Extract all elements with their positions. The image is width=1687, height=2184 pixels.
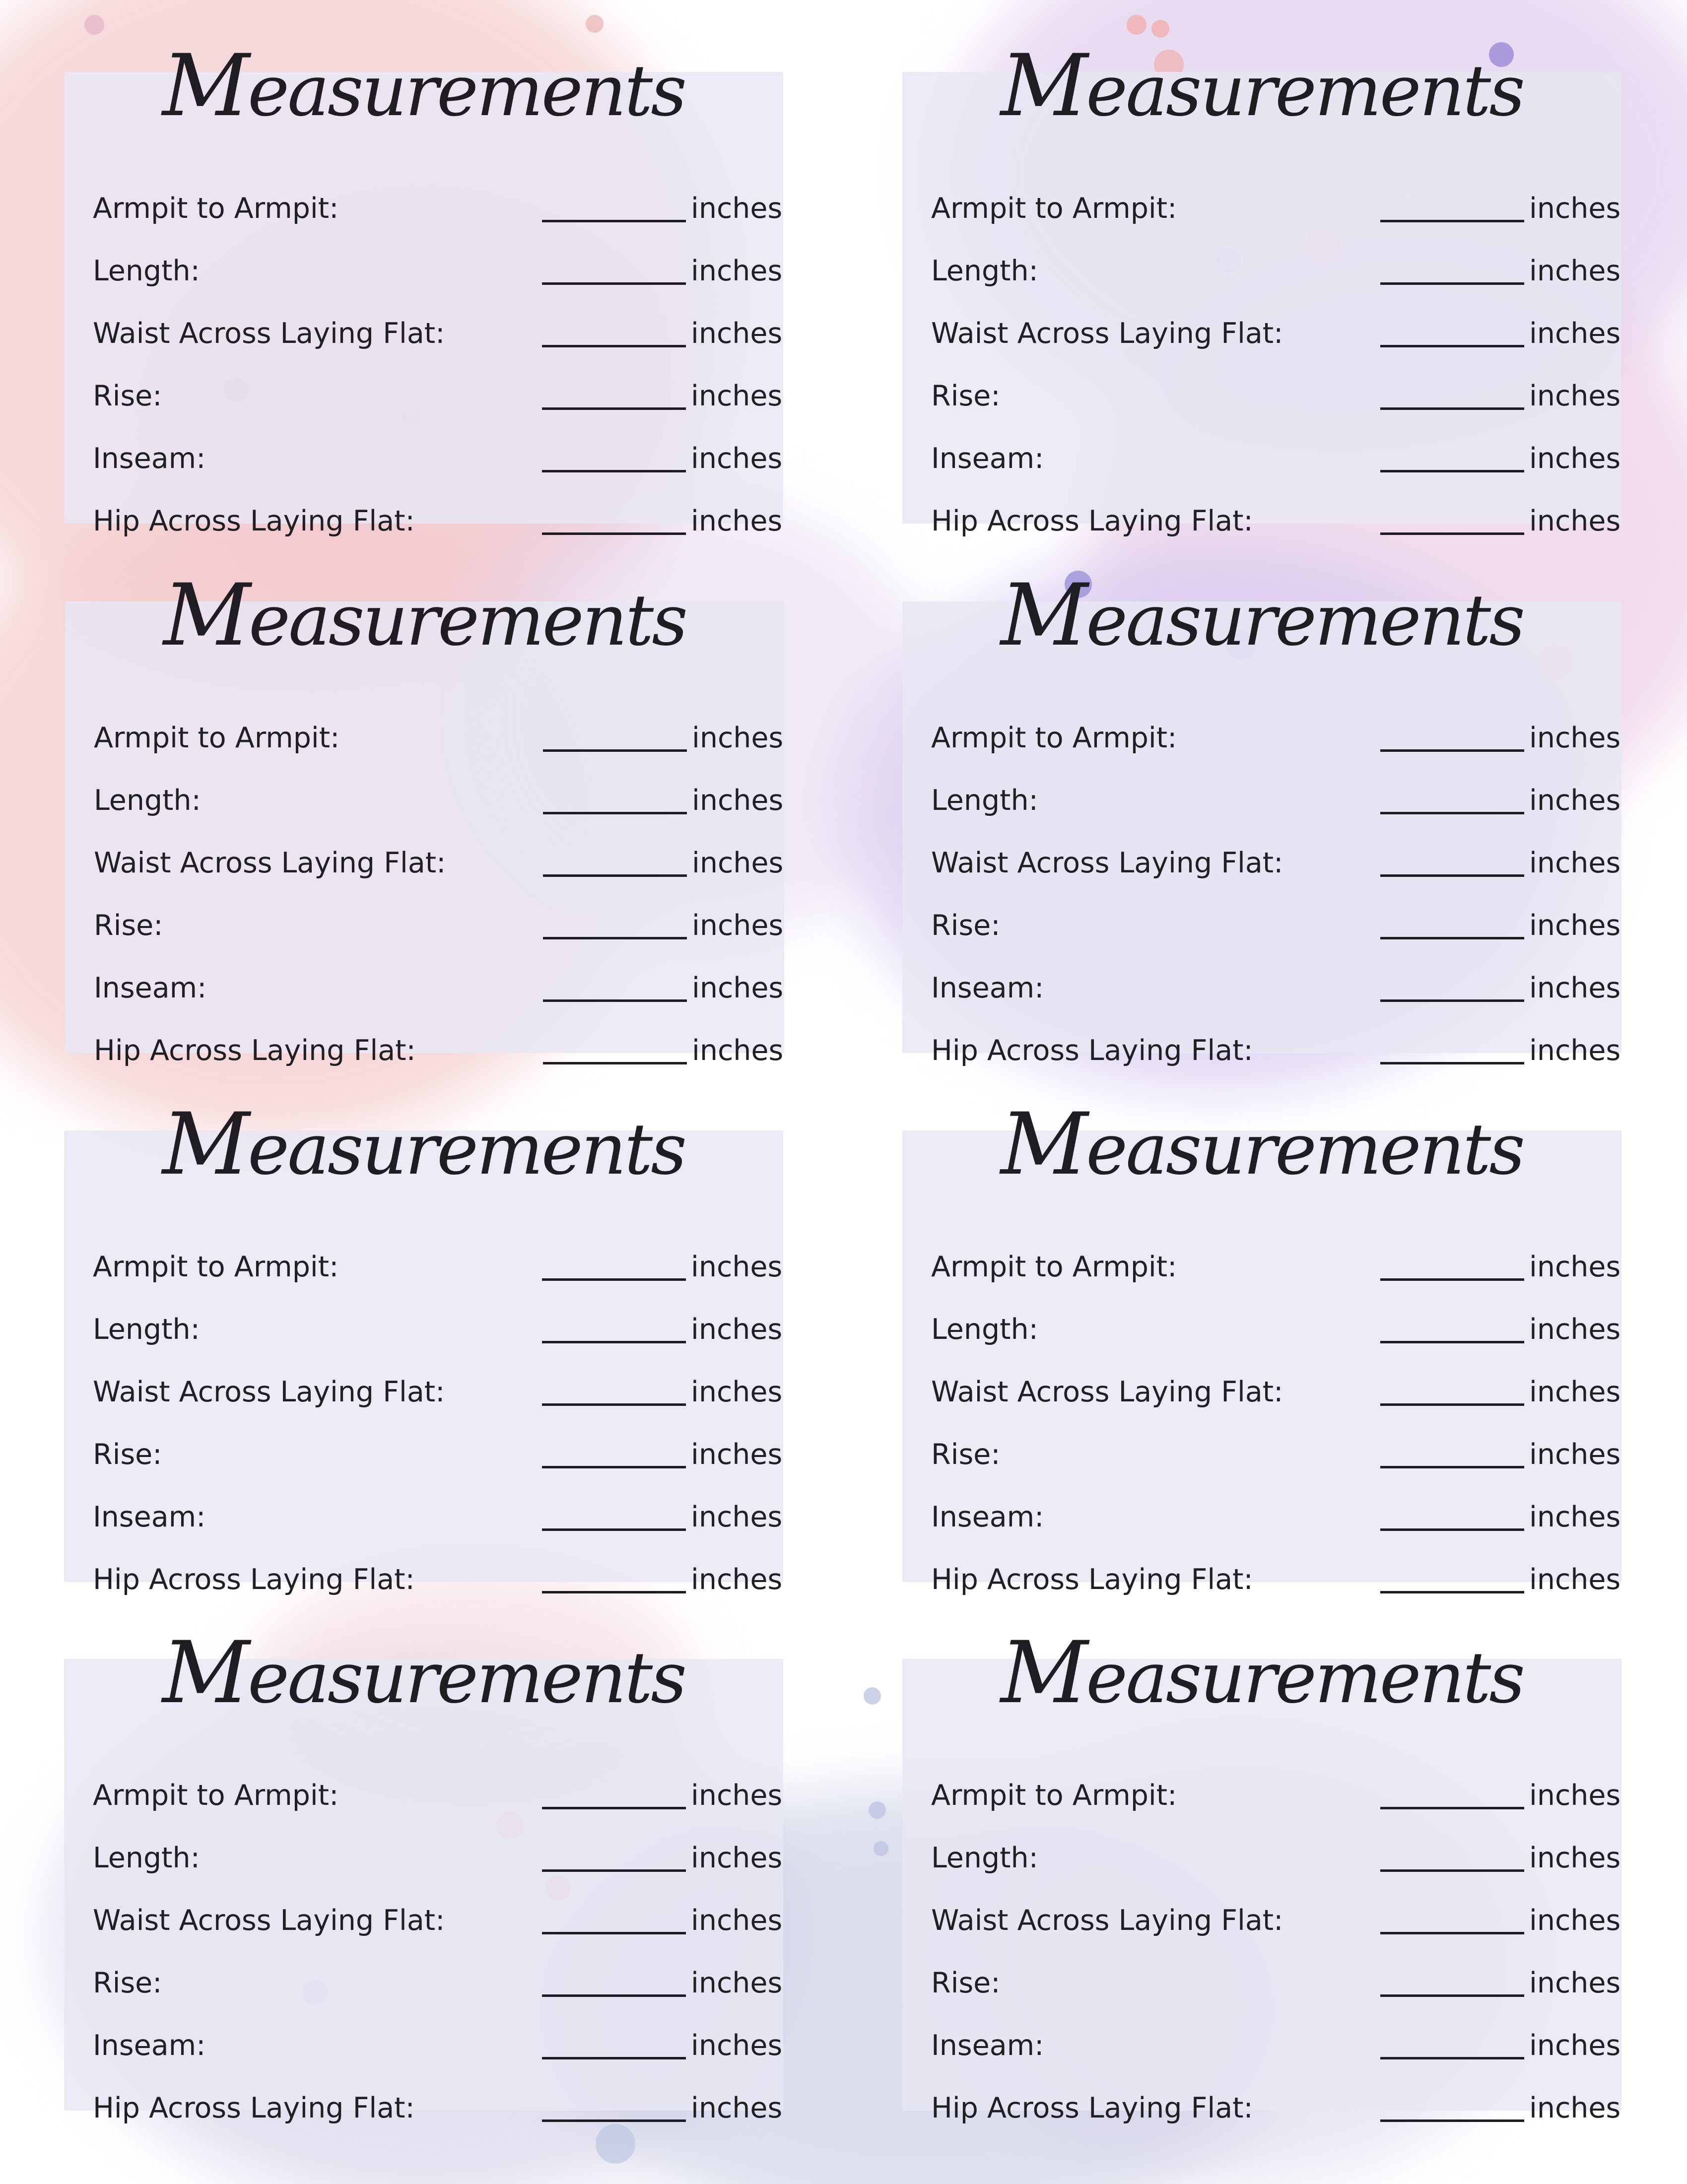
measurement-card-5 — [64, 1094, 783, 1596]
blank-line[interactable] — [542, 220, 686, 222]
row-label: Inseam: — [931, 1501, 1044, 1533]
unit-label: inches — [1529, 2029, 1621, 2062]
unit-label: inches — [691, 1842, 783, 1874]
row-hip — [93, 2081, 783, 2135]
unit-label: inches — [691, 2092, 783, 2124]
row-waist — [931, 836, 1621, 890]
unit-label: inches — [1529, 1251, 1621, 1283]
row-label: Armpit to Armpit: — [931, 192, 1177, 225]
unit-label: inches — [1529, 1034, 1621, 1067]
row-rise — [93, 1427, 783, 1482]
row-label: Length: — [931, 1313, 1038, 1346]
row-label: Rise: — [93, 1967, 162, 1999]
unit-label: inches — [692, 784, 784, 817]
unit-label: inches — [1529, 1967, 1621, 1999]
row-waist — [94, 836, 784, 890]
blank-line[interactable] — [542, 282, 686, 285]
row-label: Hip Across Laying Flat: — [931, 2092, 1253, 2124]
row-label: Rise: — [931, 380, 1001, 412]
card-title: Measurements — [1000, 36, 1524, 135]
row-label: Length: — [931, 784, 1038, 817]
row-hip — [931, 1023, 1621, 1078]
row-waist — [93, 1365, 783, 1419]
row-length — [93, 1302, 783, 1357]
unit-label: inches — [691, 1501, 783, 1533]
blank-line[interactable] — [1380, 937, 1524, 939]
measurement-card-1 — [64, 36, 783, 537]
blank-line[interactable] — [542, 345, 686, 347]
row-waist — [931, 1365, 1621, 1419]
row-label: Waist Across Laying Flat: — [93, 1376, 445, 1408]
row-label: Rise: — [94, 909, 163, 942]
blank-line[interactable] — [1380, 812, 1524, 814]
unit-label: inches — [1529, 380, 1621, 412]
row-armpit-to-armpit — [93, 1240, 783, 1294]
blank-line[interactable] — [542, 532, 686, 535]
row-armpit-to-armpit — [931, 181, 1621, 236]
row-hip — [931, 2081, 1621, 2135]
blank-line[interactable] — [1380, 1062, 1524, 1064]
row-label: Length: — [931, 255, 1038, 287]
unit-label: inches — [1529, 1842, 1621, 1874]
unit-label: inches — [1529, 1563, 1621, 1596]
row-label: Armpit to Armpit: — [93, 192, 339, 225]
unit-label: inches — [692, 722, 784, 754]
blank-line[interactable] — [1380, 1278, 1524, 1281]
unit-label: inches — [1529, 722, 1621, 754]
blank-line[interactable] — [1380, 1932, 1524, 1934]
unit-label: inches — [1529, 317, 1621, 350]
unit-label: inches — [1529, 1313, 1621, 1346]
blank-line[interactable] — [542, 1528, 686, 1531]
row-label: Inseam: — [94, 972, 207, 1004]
row-label: Inseam: — [93, 2029, 206, 2062]
row-label: Waist Across Laying Flat: — [931, 847, 1283, 879]
blank-line[interactable] — [542, 1932, 686, 1934]
row-label: Length: — [93, 1842, 200, 1874]
row-label: Armpit to Armpit: — [94, 722, 340, 754]
row-armpit-to-armpit — [93, 181, 783, 236]
row-armpit-to-armpit — [931, 711, 1621, 765]
row-hip — [931, 1552, 1621, 1607]
row-inseam — [931, 431, 1621, 486]
blank-line[interactable] — [543, 937, 687, 939]
unit-label: inches — [691, 380, 783, 412]
card-title: Measurements — [1000, 565, 1524, 665]
row-label: Rise: — [931, 1438, 1001, 1471]
row-length — [93, 1831, 783, 1885]
row-label: Length: — [94, 784, 201, 817]
row-label: Hip Across Laying Flat: — [93, 1563, 415, 1596]
blank-line[interactable] — [542, 1591, 686, 1593]
row-label: Waist Across Laying Flat: — [931, 1376, 1283, 1408]
card-title: Measurements — [162, 1623, 685, 1722]
unit-label: inches — [1529, 1438, 1621, 1471]
measurement-card-6 — [902, 1094, 1621, 1596]
row-label: Armpit to Armpit: — [93, 1251, 339, 1283]
row-label: Inseam: — [931, 972, 1044, 1004]
card-title: Measurements — [1000, 1623, 1524, 1722]
row-waist — [93, 1893, 783, 1948]
row-label: Armpit to Armpit: — [93, 1779, 339, 1812]
unit-label: inches — [1529, 1904, 1621, 1937]
row-rise — [93, 1956, 783, 2010]
card-title: Measurements — [162, 36, 685, 135]
unit-label: inches — [692, 1034, 784, 1067]
row-inseam — [93, 2018, 783, 2073]
row-label: Armpit to Armpit: — [931, 1779, 1177, 1812]
row-hip — [94, 1023, 784, 1078]
row-label: Armpit to Armpit: — [931, 1251, 1177, 1283]
unit-label: inches — [692, 972, 784, 1004]
row-length — [94, 773, 784, 828]
unit-label: inches — [1529, 909, 1621, 942]
card-title: Measurements — [162, 1094, 685, 1194]
blank-line[interactable] — [542, 2057, 686, 2059]
row-label: Inseam: — [931, 2029, 1044, 2062]
blank-line[interactable] — [1380, 1994, 1524, 1997]
unit-label: inches — [691, 1779, 783, 1812]
row-armpit-to-armpit — [93, 1768, 783, 1823]
row-label: Length: — [93, 255, 200, 287]
blank-line[interactable] — [542, 1994, 686, 1997]
measurement-card-7 — [64, 1623, 783, 2124]
row-label: Hip Across Laying Flat: — [931, 1034, 1253, 1067]
row-rise — [931, 898, 1621, 953]
row-rise — [94, 898, 784, 953]
measurement-card-3 — [65, 565, 784, 1067]
unit-label: inches — [1529, 192, 1621, 225]
blank-line[interactable] — [542, 1403, 686, 1406]
unit-label: inches — [692, 847, 784, 879]
row-label: Waist Across Laying Flat: — [931, 1904, 1283, 1937]
blank-line[interactable] — [542, 470, 686, 472]
blank-line[interactable] — [1380, 220, 1524, 222]
unit-label: inches — [1529, 1779, 1621, 1812]
row-inseam — [931, 961, 1621, 1015]
blank-line[interactable] — [542, 1341, 686, 1343]
unit-label: inches — [1529, 847, 1621, 879]
unit-label: inches — [691, 255, 783, 287]
blank-line[interactable] — [542, 1807, 686, 1809]
blank-line[interactable] — [542, 1869, 686, 1872]
unit-label: inches — [691, 1313, 783, 1346]
unit-label: inches — [691, 1251, 783, 1283]
blank-line[interactable] — [1380, 407, 1524, 410]
row-length — [931, 244, 1621, 298]
row-waist — [931, 306, 1621, 361]
row-label: Length: — [93, 1313, 200, 1346]
blank-line[interactable] — [542, 1466, 686, 1468]
row-label: Armpit to Armpit: — [931, 722, 1177, 754]
unit-label: inches — [691, 1438, 783, 1471]
row-label: Hip Across Laying Flat: — [93, 505, 415, 537]
unit-label: inches — [1529, 442, 1621, 475]
blank-line[interactable] — [543, 874, 687, 877]
unit-label: inches — [691, 2029, 783, 2062]
unit-label: inches — [692, 909, 784, 942]
unit-label: inches — [1529, 1501, 1621, 1533]
blank-line[interactable] — [1380, 1807, 1524, 1809]
row-waist — [931, 1893, 1621, 1948]
row-label: Waist Across Laying Flat: — [931, 317, 1283, 350]
row-inseam — [93, 431, 783, 486]
row-waist — [93, 306, 783, 361]
row-rise — [931, 1956, 1621, 2010]
row-hip — [93, 494, 783, 548]
blank-line[interactable] — [1380, 282, 1524, 285]
measurement-card-2 — [902, 36, 1621, 537]
row-label: Waist Across Laying Flat: — [93, 317, 445, 350]
blank-line[interactable] — [1380, 999, 1524, 1002]
row-inseam — [94, 961, 784, 1015]
blank-line[interactable] — [1380, 1528, 1524, 1531]
row-rise — [93, 369, 783, 423]
row-label: Rise: — [931, 909, 1001, 942]
row-armpit-to-armpit — [931, 1240, 1621, 1294]
unit-label: inches — [1529, 1376, 1621, 1408]
blank-line[interactable] — [543, 1062, 687, 1064]
row-inseam — [93, 1490, 783, 1544]
row-label: Rise: — [93, 1438, 162, 1471]
row-inseam — [931, 2018, 1621, 2073]
blank-line[interactable] — [1380, 2057, 1524, 2059]
card-title: Measurements — [1000, 1094, 1524, 1194]
unit-label: inches — [1529, 972, 1621, 1004]
blank-line[interactable] — [542, 1278, 686, 1281]
row-armpit-to-armpit — [931, 1768, 1621, 1823]
unit-label: inches — [691, 1904, 783, 1937]
row-inseam — [931, 1490, 1621, 1544]
blank-line[interactable] — [543, 999, 687, 1002]
row-length — [93, 244, 783, 298]
row-length — [931, 1831, 1621, 1885]
blank-line[interactable] — [1380, 1869, 1524, 1872]
blank-line[interactable] — [1380, 1403, 1524, 1406]
row-length — [931, 1302, 1621, 1357]
row-hip — [931, 494, 1621, 548]
unit-label: inches — [1529, 2092, 1621, 2124]
row-label: Inseam: — [93, 1501, 206, 1533]
row-label: Hip Across Laying Flat: — [93, 2092, 415, 2124]
blank-line[interactable] — [1380, 1591, 1524, 1593]
unit-label: inches — [691, 442, 783, 475]
blank-line[interactable] — [1380, 874, 1524, 877]
unit-label: inches — [1529, 505, 1621, 537]
unit-label: inches — [691, 1376, 783, 1408]
blank-line[interactable] — [543, 749, 687, 752]
blank-line[interactable] — [1380, 1341, 1524, 1343]
blank-line[interactable] — [542, 407, 686, 410]
row-label: Rise: — [93, 380, 162, 412]
row-label: Inseam: — [931, 442, 1044, 475]
row-label: Length: — [931, 1842, 1038, 1874]
row-length — [931, 773, 1621, 828]
blank-line[interactable] — [1380, 2119, 1524, 2122]
card-title: Measurements — [163, 565, 686, 665]
row-label: Hip Across Laying Flat: — [931, 1563, 1253, 1596]
row-rise — [931, 369, 1621, 423]
measurement-card-4 — [902, 565, 1621, 1067]
row-hip — [93, 1552, 783, 1607]
blank-line[interactable] — [1380, 532, 1524, 535]
row-label: Rise: — [931, 1967, 1001, 1999]
blank-line[interactable] — [1380, 470, 1524, 472]
unit-label: inches — [1529, 784, 1621, 817]
measurement-card-8 — [902, 1623, 1621, 2124]
blank-line[interactable] — [543, 812, 687, 814]
unit-label: inches — [691, 1563, 783, 1596]
row-armpit-to-armpit — [94, 711, 784, 765]
unit-label: inches — [691, 317, 783, 350]
unit-label: inches — [691, 1967, 783, 1999]
blank-line[interactable] — [542, 2119, 686, 2122]
row-label: Waist Across Laying Flat: — [94, 847, 446, 879]
unit-label: inches — [691, 505, 783, 537]
row-label: Hip Across Laying Flat: — [94, 1034, 416, 1067]
blank-line[interactable] — [1380, 345, 1524, 347]
unit-label: inches — [1529, 255, 1621, 287]
row-label: Hip Across Laying Flat: — [931, 505, 1253, 537]
row-label: Waist Across Laying Flat: — [93, 1904, 445, 1937]
row-label: Inseam: — [93, 442, 206, 475]
unit-label: inches — [691, 192, 783, 225]
row-rise — [931, 1427, 1621, 1482]
blank-line[interactable] — [1380, 1466, 1524, 1468]
blank-line[interactable] — [1380, 749, 1524, 752]
